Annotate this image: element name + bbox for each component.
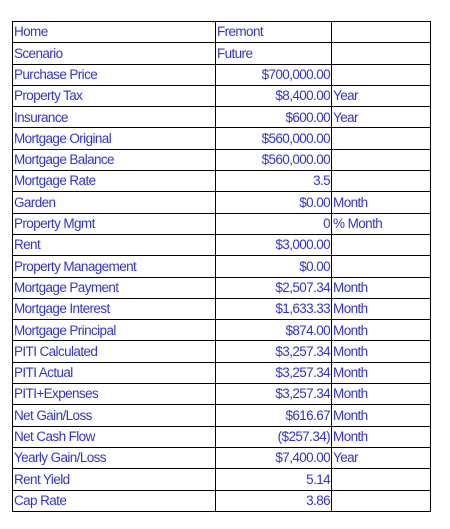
row-unit-cell[interactable]: Year [332,107,431,128]
row-label-cell[interactable]: Net Gain/Loss [13,405,216,426]
table-row [13,234,431,255]
row-label-cell[interactable]: Mortgage Interest [13,298,216,319]
row-label-cell[interactable]: Mortgage Balance [13,149,216,170]
row-value-cell[interactable]: 3.86 [215,490,331,511]
row-label-cell[interactable]: PITI+Expenses [13,384,216,405]
spreadsheet-table [12,21,431,512]
table-row [13,341,431,362]
spreadsheet-body [13,22,431,512]
row-label-cell[interactable]: Mortgage Original [13,128,216,149]
row-label-cell[interactable]: Purchase Price [13,64,216,85]
row-value-cell[interactable]: $874.00 [215,320,331,341]
row-value-cell[interactable]: ($257.34) [215,426,331,447]
row-unit-cell[interactable]: Year [332,447,431,468]
row-unit-cell[interactable]: Month [332,320,431,341]
table-row [13,128,431,149]
row-unit-cell[interactable]: Year [332,85,431,106]
row-label-cell[interactable]: Mortgage Payment [13,277,216,298]
row-unit-cell[interactable]: Month [332,298,431,319]
table-row [13,426,431,447]
row-value-cell[interactable]: $2,507.34 [215,277,331,298]
row-unit-cell[interactable] [332,469,431,490]
row-unit-cell[interactable] [332,490,431,511]
row-value-cell[interactable]: $616.67 [215,405,331,426]
table-row [13,64,431,85]
row-unit-cell[interactable] [332,149,431,170]
row-unit-cell[interactable]: Month [332,277,431,298]
row-label-cell[interactable]: Property Management [13,256,216,277]
row-label-cell[interactable]: Insurance [13,107,216,128]
row-label-cell[interactable]: Net Cash Flow [13,426,216,447]
row-value-cell[interactable]: Future [215,43,331,64]
row-unit-cell[interactable] [332,256,431,277]
row-unit-cell[interactable]: Month [332,384,431,405]
row-value-cell[interactable]: $560,000.00 [215,128,331,149]
table-row [13,107,431,128]
table-row [13,320,431,341]
row-unit-cell[interactable] [332,234,431,255]
row-label-cell[interactable]: Home [13,22,216,43]
row-value-cell[interactable]: $3,257.34 [215,384,331,405]
row-value-cell[interactable]: $1,633.33 [215,298,331,319]
row-unit-cell[interactable] [332,128,431,149]
row-label-cell[interactable]: Property Tax [13,85,216,106]
row-value-cell[interactable]: 3.5 [215,171,331,192]
table-row [13,22,431,43]
row-label-cell[interactable]: Rent Yield [13,469,216,490]
table-row [13,298,431,319]
row-label-cell[interactable]: PITI Calculated [13,341,216,362]
table-row [13,469,431,490]
row-value-cell[interactable]: $3,257.34 [215,362,331,383]
table-row [13,85,431,106]
row-unit-cell[interactable] [332,22,431,43]
row-unit-cell[interactable]: Month [332,362,431,383]
table-row [13,43,431,64]
row-label-cell[interactable]: Cap Rate [13,490,216,511]
row-value-cell[interactable]: $3,257.34 [215,341,331,362]
row-label-cell[interactable]: Mortgage Rate [13,171,216,192]
row-label-cell[interactable]: Property Mgmt [13,213,216,234]
table-row [13,362,431,383]
row-value-cell[interactable]: $8,400.00 [215,85,331,106]
table-row [13,384,431,405]
row-unit-cell[interactable]: Month [332,341,431,362]
row-value-cell[interactable]: $700,000.00 [215,64,331,85]
table-row [13,405,431,426]
row-value-cell[interactable]: $0.00 [215,256,331,277]
row-value-cell[interactable]: $0.00 [215,192,331,213]
row-value-cell[interactable]: Fremont [215,22,331,43]
table-row [13,256,431,277]
table-row [13,447,431,468]
row-label-cell[interactable]: Yearly Gain/Loss [13,447,216,468]
row-unit-cell[interactable] [332,64,431,85]
row-label-cell[interactable]: Scenario [13,43,216,64]
table-row [13,171,431,192]
table-row [13,213,431,234]
row-label-cell[interactable]: PITI Actual [13,362,216,383]
row-unit-cell[interactable] [332,43,431,64]
row-unit-cell[interactable]: % Month [332,213,431,234]
row-unit-cell[interactable]: Month [332,192,431,213]
row-unit-cell[interactable] [332,171,431,192]
row-unit-cell[interactable]: Month [332,426,431,447]
table-row [13,490,431,511]
row-value-cell[interactable]: 5.14 [215,469,331,490]
row-value-cell[interactable]: 0 [215,213,331,234]
row-label-cell[interactable]: Mortgage Principal [13,320,216,341]
row-label-cell[interactable]: Garden [13,192,216,213]
table-row [13,277,431,298]
table-row [13,149,431,170]
table-row [13,192,431,213]
row-label-cell[interactable]: Rent [13,234,216,255]
row-unit-cell[interactable]: Month [332,405,431,426]
row-value-cell[interactable]: $600.00 [215,107,331,128]
row-value-cell[interactable]: $560,000.00 [215,149,331,170]
row-value-cell[interactable]: $3,000.00 [215,234,331,255]
row-value-cell[interactable]: $7,400.00 [215,447,331,468]
